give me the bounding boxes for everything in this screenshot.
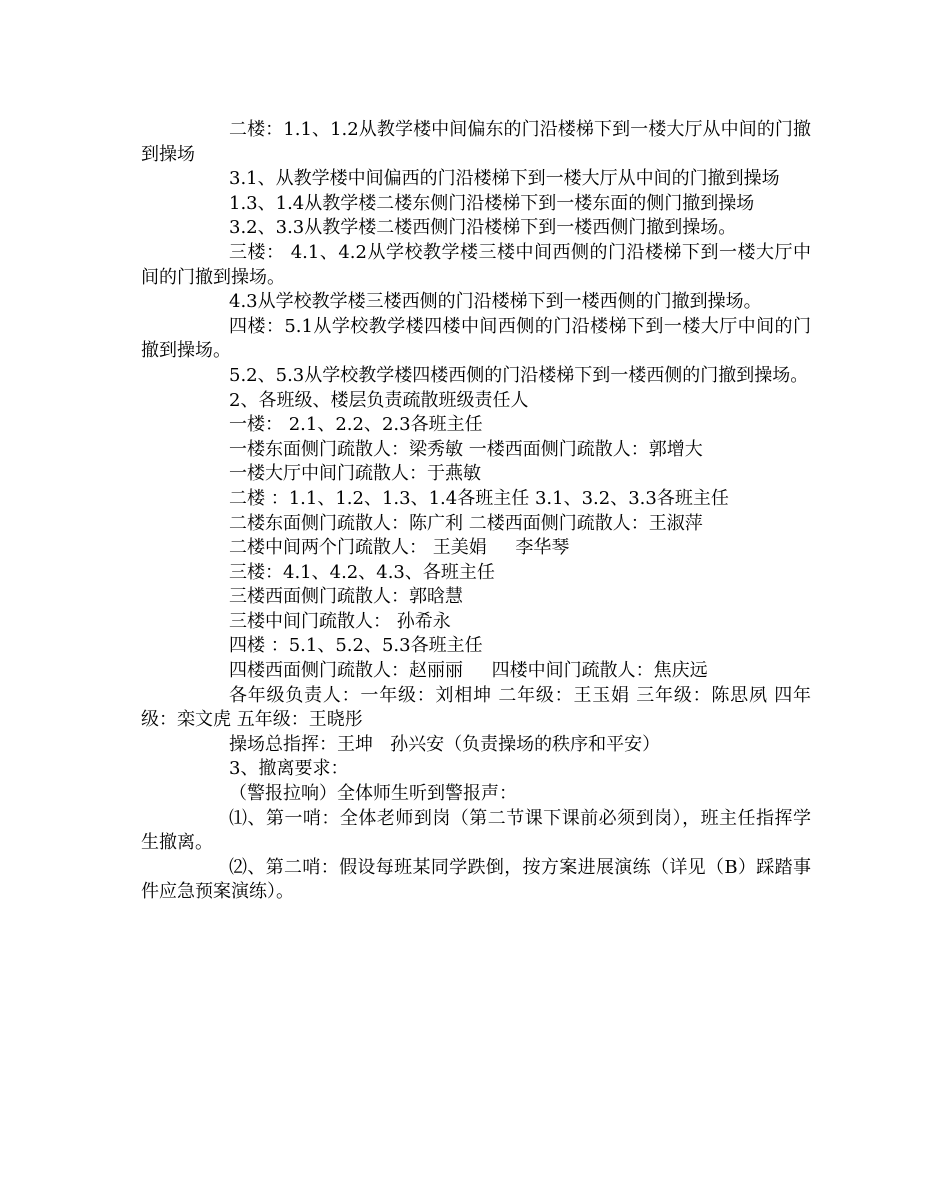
paragraph-floor3-teachers: 三楼：4.1、4.2、4.3、各班主任 (229, 561, 495, 583)
paragraph-floor2-route-a: 二楼：1.1、1.2从教学楼中间偏东的门沿楼梯下到一楼大厅从中间的门撤到操场 (141, 119, 811, 165)
paragraph-second-whistle: ⑵、第二哨：假设每班某同学跌倒，按方案进展演练（详见（B）踩踏事件应急预案演练）。 (141, 856, 811, 903)
paragraph-grade-leaders: 各年级负责人：一年级：刘相坤 二年级：王玉娟 三年级：陈思夙 四年级：栾文虎 五年级：王晓彤 (141, 684, 811, 731)
paragraph-floor3-route-b: 4.3从学校教学楼三楼西侧的门沿楼梯下到一楼西侧的门撤到操场。 (229, 291, 762, 313)
paragraph-floor4-route-b: 5.2、5.3从学校教学楼四楼西侧的门沿楼梯下到一楼西侧的门撤到操场。 (229, 364, 809, 386)
paragraph-floor2-teachers: 二楼 ：1.1、1.2、1.3、1.4各班主任 3.1、3.2、3.3各班主任 (229, 487, 729, 509)
section-heading-responsible: 2、各班级、楼层负责疏散班级责任人 (229, 389, 529, 411)
paragraph-alarm: （警报拉响）全体师生听到警报声： (229, 783, 517, 805)
paragraph-floor4-route-a: 四楼：5.1从学校教学楼四楼中间西侧的门沿楼梯下到一楼大厅中间的门撤到操场。 (141, 315, 811, 362)
paragraph-field-commander: 操场总指挥：王坤 孙兴安（负责操场的秩序和平安） (229, 733, 661, 755)
paragraph-floor2-side-doors: 二楼东面侧门疏散人：陈广利 二楼西面侧门疏散人：王淑萍 (229, 512, 703, 534)
paragraph-floor4-teachers: 四楼 ：5.1、5.2、5.3各班主任 (229, 635, 483, 657)
paragraph-floor2-middle-doors: 二楼中间两个门疏散人： 王美娟 李华琴 (229, 537, 570, 559)
paragraph-floor1-hall-door: 一楼大厅中间门疏散人：于燕敏 (229, 463, 481, 485)
paragraph-first-whistle: ⑴、第一哨：全体老师到岗（第二节课下课前必须到岗），班主任指挥学生撤离。 (141, 807, 811, 854)
paragraph-floor3-middle-door: 三楼中间门疏散人： 孙希永 (229, 610, 451, 632)
paragraph-floor3-route-a: 三楼： 4.1、4.2从学校教学楼三楼中间西侧的门沿楼梯下到一楼大厅中间的门撤到操场。 (141, 241, 811, 288)
document-body (141, 118, 811, 905)
paragraph-floor2-route-b: 3.1、从教学楼中间偏西的门沿楼梯下到一楼大厅从中间的门撤到操场 (229, 168, 780, 190)
paragraph-floor1-side-doors: 一楼东面侧门疏散人：梁秀敏 一楼西面侧门疏散人：郭增大 (229, 438, 703, 460)
paragraph-floor2-route-c: 1.3、1.4从教学楼二楼东侧门沿楼梯下到一楼东面的侧门撤到操场 (229, 192, 755, 214)
paragraph-floor1-teachers: 一楼： 2.1、2.2、2.3各班主任 (229, 414, 483, 436)
paragraph-floor2-route-d: 3.2、3.3从教学楼二楼西侧门沿楼梯下到一楼西侧门撤到操场。 (229, 217, 737, 239)
paragraph-floor4-doors: 四楼西面侧门疏散人：赵丽丽 四楼中间门疏散人：焦庆远 (229, 660, 708, 682)
paragraph-floor3-west-door: 三楼西面侧门疏散人：郭晗慧 (229, 586, 463, 608)
section-heading-evacuation-requirements: 3、撤离要求： (229, 758, 349, 780)
